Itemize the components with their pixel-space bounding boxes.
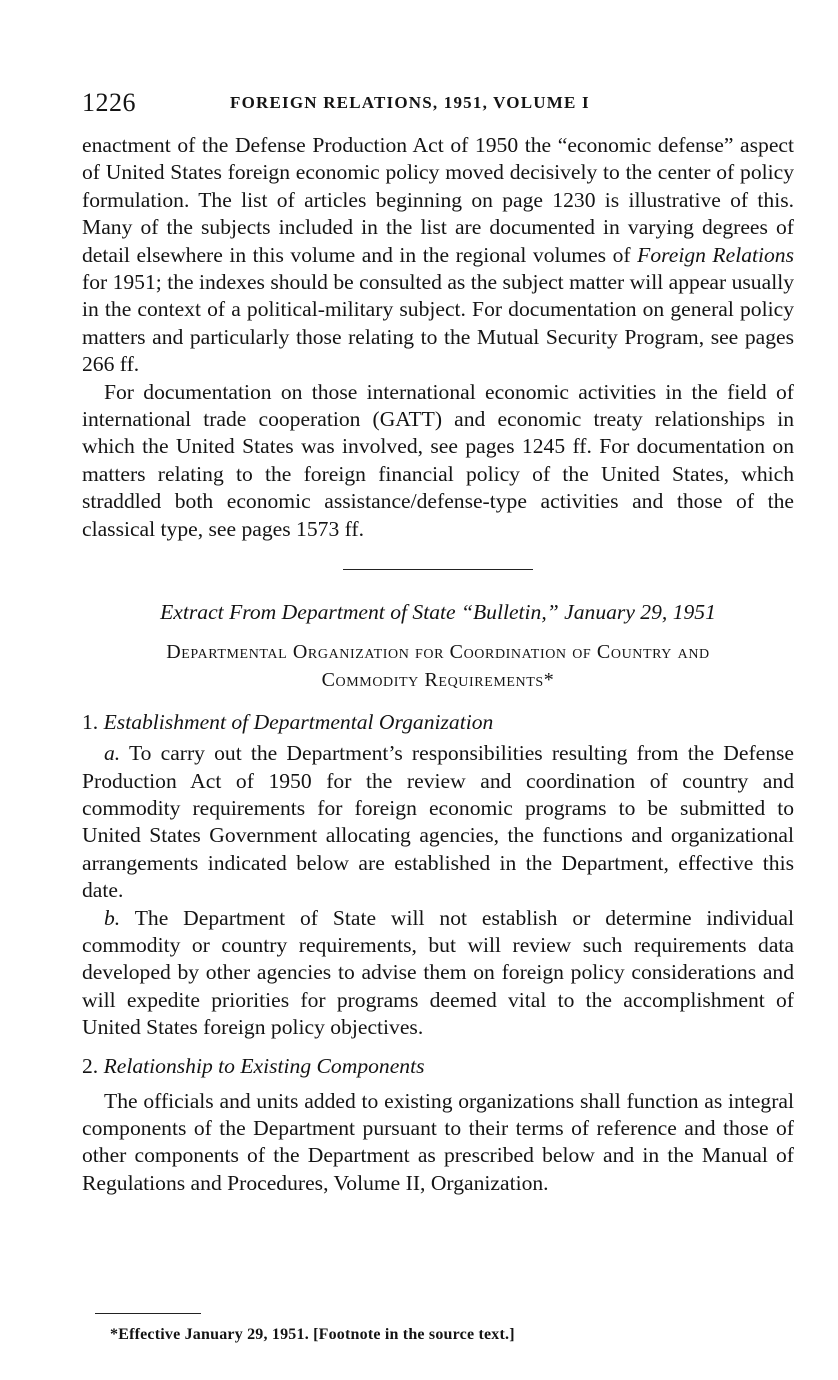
section-1-paragraph-b <box>82 905 794 1042</box>
section-1-heading <box>82 710 794 735</box>
section-1-title: Establishment of Departmental Organization <box>103 710 494 735</box>
section-1-b-text: The Department of State will not establish or determine individual commodity or country requirements, but will review such requirements data developed by other agencies to advise them on foreign policy considerations and will expedite priorities for programs deemed vital to the accomplishment of United States foreign policy objectives. <box>82 905 794 1040</box>
running-title: FOREIGN RELATIONS, 1951, VOLUME I <box>230 93 590 112</box>
footnote-rule <box>95 1313 201 1314</box>
section-2-heading <box>82 1054 794 1079</box>
intro-p1-italic-title: Foreign Relations <box>637 242 795 267</box>
intro-p1-text-a: enactment of the Defense Production Act of 1950 the “economic defense” aspect of United States foreign economic policy moved decisively to the center of policy formulation. The list of articles beginning on page 1230 is illustrative of this. Many of the subjects included in the list are documented in varying degrees of detail elsewhere in this volume and in the regional volumes of <box>82 133 794 267</box>
intro-paragraph-2: For documentation on those international economic activities in the field of international trade cooperation (GATT) and economic treaty relationships in which the United States was involved, see pages 1245 ff. For documentation on matters relating to the foreign financial policy of the United States, which straddled both economic assistance/defense-type activities and those of the classical type, see pages 1573 ff. <box>82 379 794 541</box>
document-heading-line-1: Departmental Organization for Coordination of Country and <box>166 641 710 664</box>
page-number: 1226 <box>82 88 136 117</box>
page-header <box>82 88 794 122</box>
intro-paragraph-1 <box>82 132 794 379</box>
section-1-b-label: b. <box>104 905 121 930</box>
section-1-number: 1. <box>82 710 99 735</box>
section-1-a-label: a. <box>104 741 121 766</box>
section-2-paragraph: The officials and units added to existing organizations shall function as integral components of the Department pursuant to their terms of reference and those of other components of the Department as prescribed below and in the Manual of Regulations and Procedures, Volume II, Organization. <box>82 1088 794 1195</box>
page-body <box>82 132 794 1197</box>
extract-title: Extract From Department of State “Bulletin,” January 29, 1951 <box>160 600 716 625</box>
section-1-a-text: To carry out the Department’s responsibilities resulting from the Defense Production Act of 1950 for the review and coordination of country and commodity requirements for foreign economic programs to be submitted to United States Government allocating agencies, the functions and organizational arrangements indicated below are established in the Department, effective this date. <box>82 741 794 903</box>
intro-p1-text-b: for 1951; the indexes should be consulted as the subject matter will appear usually in the context of a political-military subject. For documentation on general policy matters and particularly those relating to the Mutual Security Program, see pages 266 ff. <box>82 270 794 377</box>
document-heading-line-2: Commodity Requirements* <box>321 669 555 692</box>
section-1-paragraph-a <box>82 740 794 904</box>
document-heading <box>82 638 794 694</box>
footnote: *Effective January 29, 1951. [Footnote in the source text.] <box>110 1326 515 1343</box>
section-2-title: Relationship to Existing Components <box>103 1053 425 1078</box>
section-2-number: 2. <box>82 1053 99 1078</box>
section-divider <box>343 569 533 570</box>
